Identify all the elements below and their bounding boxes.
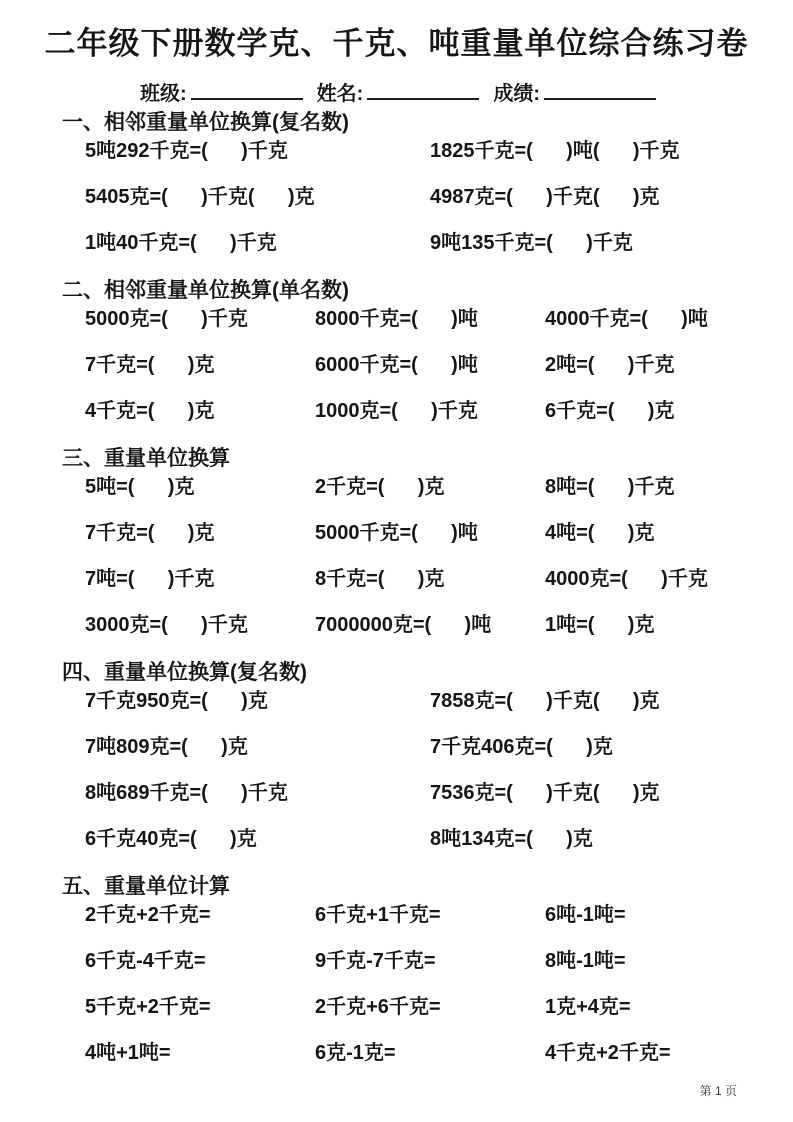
exercise-item: 8000千克=( )吨 [315,308,478,330]
name-field-blank-line [367,80,479,100]
exercise-item: 7000000克=( )吨 [315,614,492,636]
exercise-grid [0,690,793,850]
exercise-section [0,446,793,636]
exercise-item: 8吨134克=( )克 [430,828,593,850]
exercise-item: 4吨=( )克 [545,522,655,544]
exercise-item: 7吨=( )千克 [85,568,215,590]
exercise-item: 4000千克=( )吨 [545,308,708,330]
exercise-item: 4000克=( )千克 [545,568,708,590]
exercise-item: 7吨809克=( )克 [85,736,248,758]
page-number: 第 1 页 [699,1084,737,1098]
exercise-item: 6千克+1千克= [315,904,441,926]
exercise-item: 9千克-7千克= [315,950,436,972]
exercise-item: 5吨=( )克 [85,476,195,498]
name-field-label: 姓名: [316,83,364,105]
exercise-item: 1825千克=( )吨( )千克 [430,140,680,162]
exercise-item: 1000克=( )千克 [315,400,478,422]
exercise-item: 7千克406克=( )克 [430,736,613,758]
exercise-grid [0,140,793,254]
exercise-section [0,278,793,422]
exercise-item: 2吨=( )千克 [545,354,675,376]
sections [0,110,793,1064]
exercise-item: 9吨135千克=( )千克 [430,232,633,254]
exercise-item: 4千克+2千克= [545,1042,671,1064]
exercise-item: 2千克=( )克 [315,476,445,498]
exercise-item: 5000克=( )千克 [85,308,248,330]
section-heading: 三、重量单位换算 [62,447,230,470]
exercise-item: 1克+4克= [545,996,631,1018]
exercise-item: 5405克=( )千克( )克 [85,186,315,208]
section-heading: 五、重量单位计算 [62,875,230,898]
exercise-grid [0,308,793,422]
section-heading: 一、相邻重量单位换算(复名数) [62,111,349,134]
section-heading: 二、相邻重量单位换算(单名数) [62,279,349,302]
page-title: 二年级下册数学克、千克、吨重量单位综合练习卷 [44,26,749,61]
class-field-blank-line [191,80,303,100]
exercise-section [0,110,793,254]
exercise-item: 6克-1克= [315,1042,396,1064]
exercise-item: 5吨292千克=( )千克 [85,140,288,162]
exercise-item: 5000千克=( )吨 [315,522,478,544]
exercise-item: 6000千克=( )吨 [315,354,478,376]
exercise-item: 2千克+2千克= [85,904,211,926]
exercise-item: 3000克=( )千克 [85,614,248,636]
exercise-item: 5千克+2千克= [85,996,211,1018]
exercise-item: 7千克=( )克 [85,522,215,544]
exercise-item: 6千克-4千克= [85,950,206,972]
section-heading: 四、重量单位换算(复名数) [62,661,307,684]
class-field-label: 班级: [140,83,187,105]
exercise-item: 8吨-1吨= [545,950,626,972]
exercise-section [0,660,793,850]
exercise-item: 7858克=( )千克( )克 [430,690,660,712]
exercise-item: 2千克+6千克= [315,996,441,1018]
exercise-grid [0,904,793,1064]
exercise-item: 4987克=( )千克( )克 [430,186,660,208]
exercise-item: 8千克=( )克 [315,568,445,590]
score-field-label: 成绩: [493,83,541,105]
exercise-item: 7536克=( )千克( )克 [430,782,660,804]
exercise-item: 7千克=( )克 [85,354,215,376]
exercise-grid [0,476,793,636]
class-field [140,83,303,105]
exercise-item: 1吨40千克=( )千克 [85,232,277,254]
exercise-item: 1吨=( )克 [545,614,655,636]
name-field [317,83,480,105]
exercise-item: 8吨=( )千克 [545,476,675,498]
exercise-item: 8吨689千克=( )千克 [85,782,288,804]
exercise-item: 7千克950克=( )克 [85,690,268,712]
exercise-item: 6千克40克=( )克 [85,828,257,850]
exercise-item: 4千克=( )克 [85,400,215,422]
student-info-row [140,80,793,104]
exercise-item: 6吨-1吨= [545,904,626,926]
score-field [493,83,656,105]
exercise-item: 4吨+1吨= [85,1042,171,1064]
exercise-section [0,874,793,1064]
exercise-item: 6千克=( )克 [545,400,675,422]
score-field-blank-line [544,80,656,100]
